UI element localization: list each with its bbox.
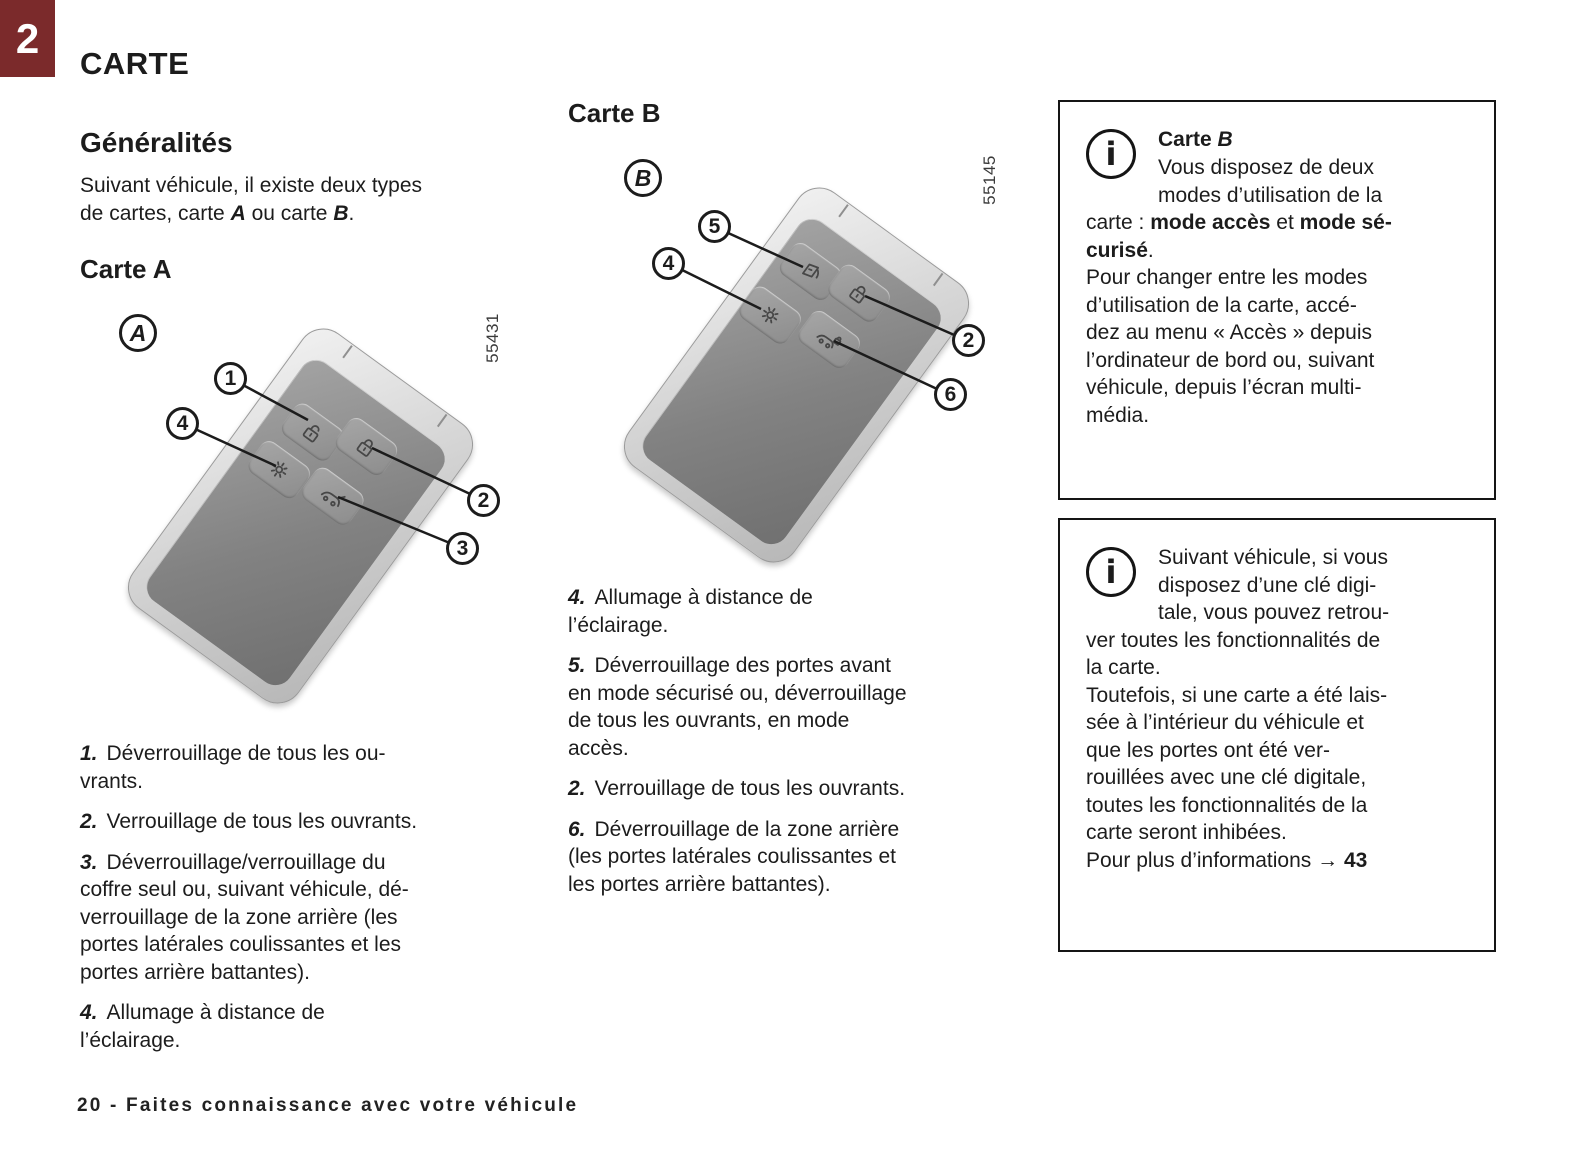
list-item <box>568 652 1043 762</box>
item-text: Déverrouillage des portes avant en mode sécurisé ou, déverrouillage de tous les ouvrants, en mode accès. <box>568 654 907 760</box>
item-text: Verrouillage de tous les ouvrants. <box>594 777 906 800</box>
list-item <box>568 816 1043 899</box>
item-number: 6. <box>568 817 586 841</box>
item-text: Déverrouillage/verrouillage du coffre seul ou, suivant véhicule, dé- verrouillage de la zone arrière (les portes latérales coulissantes et les portes arrière battantes). <box>80 850 409 984</box>
info-icon: i <box>1086 547 1136 597</box>
carte-a-item-list <box>80 740 555 1067</box>
callout-4: 4 <box>652 247 685 280</box>
illustration-ref: 55145 <box>980 155 999 205</box>
callout-2: 2 <box>952 324 985 357</box>
card-b-label: B <box>624 159 662 197</box>
carte-b-diagram <box>560 140 1040 578</box>
callout-4: 4 <box>166 407 199 440</box>
list-item <box>568 584 1043 639</box>
list-item <box>568 775 1043 803</box>
card-a-label: A <box>119 314 157 352</box>
item-number: 1. <box>80 742 98 765</box>
item-number: 2. <box>80 810 98 833</box>
carte-a-heading: Carte A <box>80 254 172 284</box>
info-box-carte-b <box>1058 100 1496 500</box>
callout-3: 3 <box>446 532 479 565</box>
list-item <box>80 808 555 836</box>
callout-6: 6 <box>934 378 967 411</box>
callout-5: 5 <box>698 210 731 243</box>
info-icon: i <box>1086 129 1136 179</box>
item-number: 2. <box>568 777 586 800</box>
page-title: CARTE <box>80 46 190 81</box>
carte-b-heading: Carte B <box>568 98 661 128</box>
illustration-ref: 55431 <box>483 313 502 363</box>
item-text: Verrouillage de tous les ouvrants. <box>106 810 418 833</box>
info-box-cle-digitale <box>1058 518 1496 952</box>
carte-a-diagram <box>80 300 540 738</box>
callout-1: 1 <box>214 362 247 395</box>
item-text: Déverrouillage de la zone arrière (les portes latérales coulissantes et les portes arrière battantes). <box>568 817 900 896</box>
generalites-intro: Suivant véhicule, il existe deux types de cartes, carte A ou carte B. <box>80 174 423 225</box>
info-box-text: Vous disposez de deux modes d’utilisation de la carte : mode accès et mode sé- curisé. Pour changer entre les modes d’utilisation de la carte, accé- dez au menu « Accès » depuis l’ordinateur de bord ou, suivant véhicule, depuis l’écran multi- média. <box>1086 156 1392 427</box>
item-number: 4. <box>80 1001 98 1024</box>
callout-2: 2 <box>467 484 500 517</box>
carte-b-item-list <box>568 584 1043 911</box>
item-number: 3. <box>80 850 98 874</box>
item-text: Allumage à distance de l’éclairage. <box>80 1001 325 1052</box>
page-footer: 20 - Faites connaissance avec votre véhicule <box>77 1095 579 1116</box>
chapter-tab: 2 <box>0 0 55 77</box>
generalites-heading: Généralités <box>80 127 233 158</box>
info-box-title-line: Carte B <box>1158 128 1233 151</box>
item-number: 4. <box>568 586 586 609</box>
item-text: Déverrouillage de tous les ou- vrants. <box>80 742 386 793</box>
item-text: Allumage à distance de l’éclairage. <box>568 586 813 637</box>
list-item <box>80 999 555 1054</box>
list-item <box>80 740 555 795</box>
info-box-text: Suivant véhicule, si vous disposez d’une clé digi- tale, vous pouvez retrou- ver toutes les fonctionnalités de la carte. Toutefois, si une carte a été lais- sée à l’intérieur du véhicule et que les portes ont été ver- rouillées avec une clé digitale, toutes les fonctionnalités de la carte seront inhibées. Pour plus d’informations → 43 <box>1086 546 1390 872</box>
list-item <box>80 849 555 987</box>
item-number: 5. <box>568 654 586 677</box>
